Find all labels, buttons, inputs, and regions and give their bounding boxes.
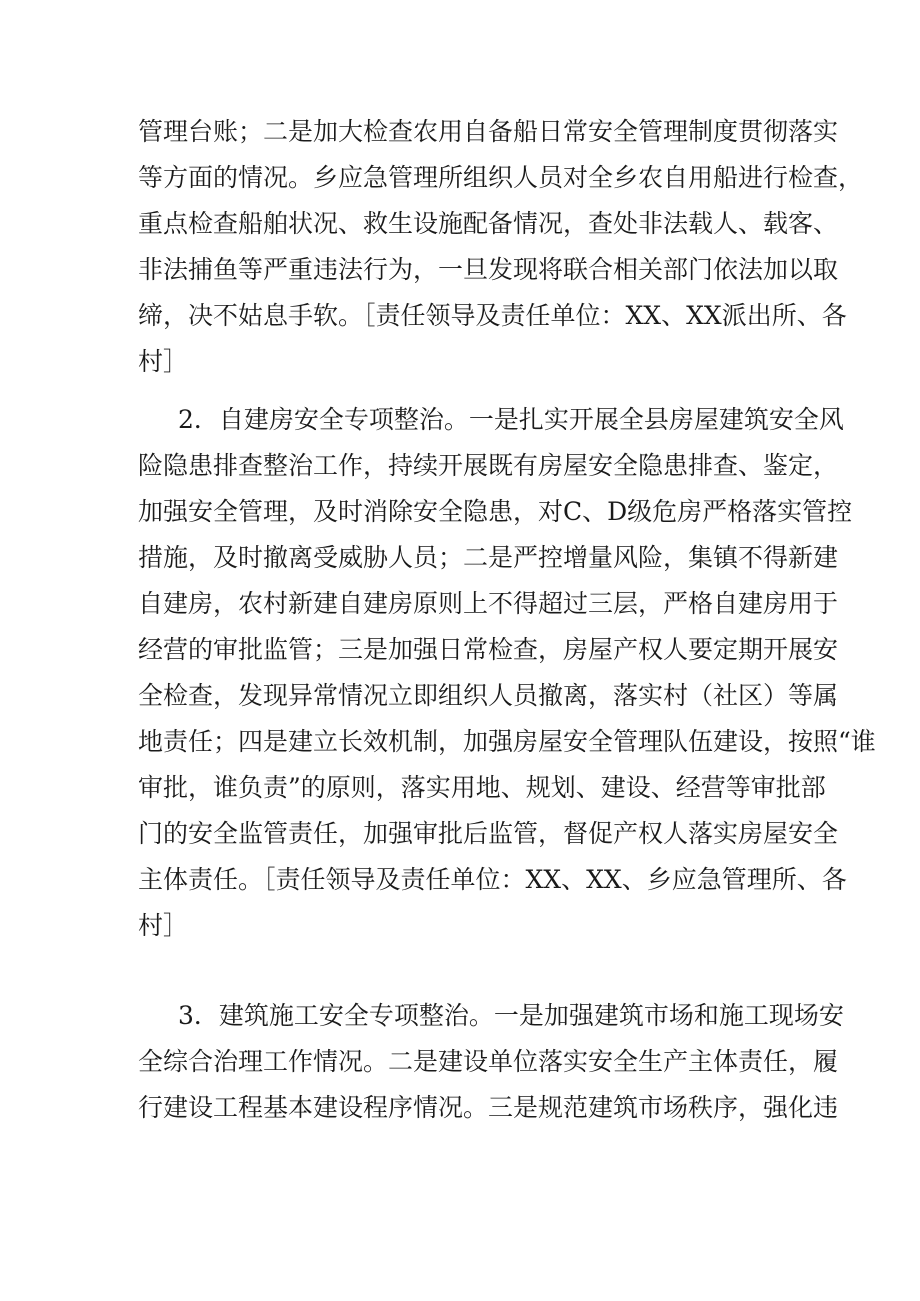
text-line: 经营的审批监管；三是加强日常检查，房屋产权人要定期开展安 xyxy=(138,635,839,664)
text-line: 自建房，农村新建自建房原则上不得超过三层，严格自建房用于 xyxy=(138,589,839,618)
text-line: 全综合治理工作情况。二是建设单位落实安全生产主体责任，履 xyxy=(138,1047,839,1076)
text-line: 全检查，发现异常情况立即组织人员撤离，落实村（社区）等属 xyxy=(138,681,839,710)
text-line: 等方面的情况。乡应急管理所组织人员对全乡农自用船进行检查， xyxy=(138,163,864,192)
text-line: 门的安全监管责任，加强审批后监管，督促产权人落实房屋安全 xyxy=(138,819,839,848)
text-line: 村］ xyxy=(138,911,189,940)
text-line: 地责任；四是建立长效机制，加强房屋安全管理队伍建设，按照“谁 xyxy=(138,727,876,756)
text-line: 主体责任。［责任领导及责任单位：XX、XX、乡应急管理所、各 xyxy=(138,865,847,894)
text-line: 非法捕鱼等严重违法行为，一旦发现将联合相关部门依法加以取 xyxy=(138,255,839,284)
text-line: 审批，谁负责”的原则，落实用地、规划、建设、经营等审批部 xyxy=(138,773,826,802)
text-line: 重点检查船舶状况、救生设施配备情况，查处非法载人、载客、 xyxy=(138,209,839,238)
text-line: 措施，及时撤离受威胁人员；二是严控增量风险，集镇不得新建 xyxy=(138,543,839,572)
text-line: 村］ xyxy=(138,347,189,376)
paragraph-first-line: 3．建筑施工安全专项整治。一是加强建筑市场和施工现场安 xyxy=(178,1001,844,1030)
text-line: 行建设工程基本建设程序情况。三是规范建筑市场秩序，强化违 xyxy=(138,1093,839,1122)
text-line: 管理台账；二是加大检查农用自备船日常安全管理制度贯彻落实 xyxy=(138,117,839,146)
text-line: 缔，决不姑息手软。［责任领导及责任单位：XX、XX派出所、各 xyxy=(138,301,847,330)
text-line: 加强安全管理，及时消除安全隐患，对C、D级危房严格落实管控 xyxy=(138,497,853,526)
text-line: 险隐患排查整治工作，持续开展既有房屋安全隐患排查、鉴定， xyxy=(138,451,839,480)
paragraph-first-line: 2．自建房安全专项整治。一是扎实开展全县房屋建筑安全风 xyxy=(178,405,844,434)
